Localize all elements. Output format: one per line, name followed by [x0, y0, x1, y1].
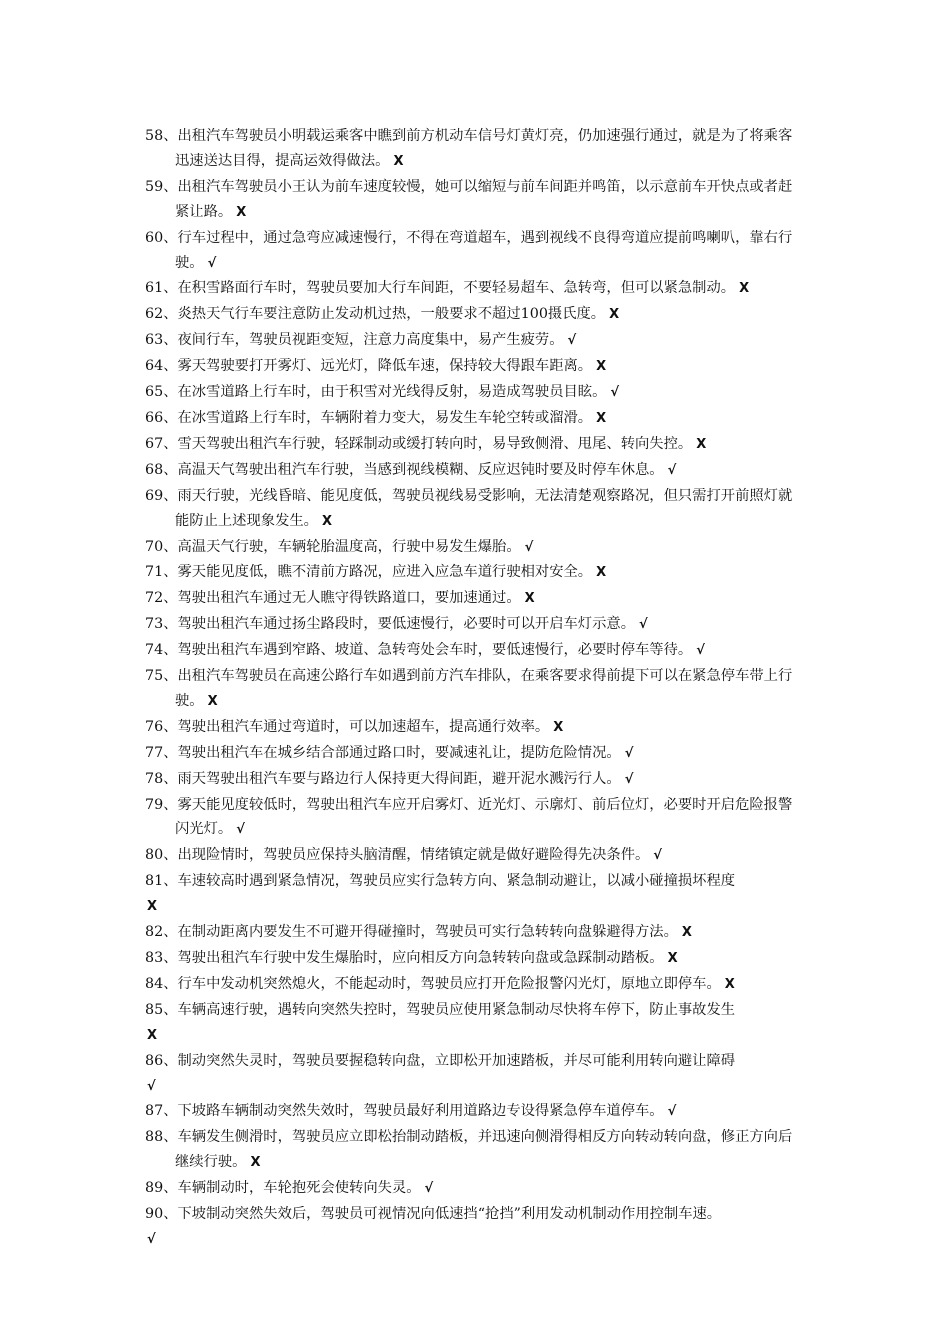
question-number: 89: [145, 1180, 164, 1197]
number-separator: 、: [163, 744, 178, 761]
answer-mark: X: [596, 359, 607, 375]
question-number: 65: [145, 384, 164, 401]
question-item: [145, 946, 805, 972]
question-text: 在冰雪道路上行车时，由于积雪对光线得反射，易造成驾驶员目眩。: [177, 384, 607, 401]
question-text: 驾驶出租汽车在城乡结合部通过路口时，要减速礼让，提防危险情况。: [177, 744, 621, 761]
question-number: 66: [145, 409, 164, 426]
answer-line: [145, 1023, 805, 1049]
question-text: 下坡路车辆制动突然失效时，驾驶员最好利用道路边专设得紧急停车道停车。: [177, 1103, 664, 1120]
question-item: [145, 920, 805, 946]
question-text: 在冰雪道路上行车时，车辆附着力变大，易发生车轮空转或溜滑。: [177, 409, 593, 426]
answer-mark: X: [596, 410, 607, 426]
number-separator: 、: [163, 718, 178, 735]
question-item: [145, 328, 805, 354]
question-number: 87: [145, 1103, 164, 1120]
question-item: [145, 869, 805, 920]
answer-mark: √: [610, 385, 620, 401]
question-item: [145, 586, 805, 612]
question-text: 出租汽车驾驶员在高速公路行车如遇到前方汽车排队，在乘客要求得前提下可以在紧急停车带上行驶。: [175, 668, 793, 709]
answer-mark: X: [553, 719, 564, 735]
answer-mark: X: [739, 281, 750, 297]
question-item: [145, 715, 805, 741]
question-item: [145, 124, 805, 175]
number-separator: 、: [163, 847, 178, 864]
number-separator: 、: [163, 564, 178, 581]
answer-mark: √: [236, 822, 245, 838]
question-item: [145, 560, 805, 586]
question-number: 84: [145, 975, 164, 992]
question-item: [145, 612, 805, 638]
answer-line: [145, 894, 805, 920]
answer-mark: √: [424, 1181, 434, 1197]
question-text: 雾天能见度低，瞧不清前方路况，应进入应急车道行驶相对安全。: [177, 564, 593, 581]
number-separator: 、: [163, 280, 178, 297]
number-separator: 、: [163, 1206, 178, 1223]
question-number: 80: [145, 847, 164, 864]
answer-mark: √: [567, 333, 577, 349]
answer-mark: √: [207, 255, 217, 271]
question-text: 雨天行驶，光线昏暗、能见度低，驾驶员视线易受影响，无法清楚观察路况，但只需打开前照灯就能防止上述现象发生。: [175, 487, 793, 529]
question-text: 雾天驾驶要打开雾灯、远光灯，降低车速，保持较大得跟车距离。: [177, 358, 593, 375]
question-text: 车辆高速行驶，遇转向突然失控时，驾驶员应使用紧急制动尽快将车停下，防止事故发生: [177, 1001, 736, 1018]
number-separator: 、: [163, 924, 178, 941]
number-separator: 、: [163, 538, 178, 555]
question-number: 71: [145, 564, 164, 581]
question-number: 82: [145, 924, 164, 941]
answer-mark: X: [250, 1155, 261, 1171]
question-list: [145, 124, 805, 1253]
question-number: 83: [145, 950, 164, 966]
number-separator: 、: [163, 642, 178, 659]
answer-mark: X: [321, 513, 332, 529]
question-text: 行车过程中，通过急弯应减速慢行，不得在弯道超车，遇到视线不良得弯道应提前鸣喇叭，靠右行驶。: [175, 229, 793, 271]
question-item: [145, 998, 805, 1049]
question-number: 72: [145, 590, 164, 607]
question-text: 驾驶出租汽车通过弯道时，可以加速超车，提高通行效率。: [177, 718, 550, 735]
question-text: 高温天气行驶，车辆轮胎温度高，行驶中易发生爆胎。: [177, 538, 521, 555]
number-separator: 、: [163, 1052, 178, 1069]
question-number: 60: [145, 229, 164, 246]
number-separator: 、: [163, 487, 178, 504]
question-item: [145, 354, 805, 380]
number-separator: 、: [163, 1129, 178, 1146]
answer-mark: X: [667, 951, 678, 966]
question-text: 驾驶出租汽车遇到窄路、坡道、急转弯处会车时，要低速慢行，必要时停车等待。: [177, 642, 693, 659]
question-text: 雪天驾驶出租汽车行驶，轻踩制动或缓打转向时，易导致侧滑、甩尾、转向失控。: [177, 435, 693, 452]
question-text: 驾驶出租汽车通过无人瞧守得铁路道口，要加速通过。: [177, 590, 521, 607]
number-separator: 、: [163, 128, 178, 144]
question-item: [145, 432, 805, 458]
number-separator: 、: [163, 461, 178, 478]
question-number: 79: [145, 796, 164, 813]
question-item: [145, 175, 805, 226]
answer-mark: X: [724, 976, 735, 992]
question-text: 高温天气驾驶出租汽车行驶，当感到视线模糊、反应迟钝时要及时停车休息。: [177, 461, 664, 478]
question-text: 出租汽车驾驶员小王认为前车速度较慢，她可以缩短与前车间距并鸣笛，以示意前车开快点或者赶紧让路。: [175, 178, 793, 220]
question-number: 77: [145, 744, 164, 761]
number-separator: 、: [163, 229, 178, 246]
question-item: [145, 741, 805, 767]
answer-mark: √: [653, 848, 662, 864]
number-separator: 、: [163, 178, 178, 195]
question-item: [145, 1125, 805, 1176]
answer-mark: X: [393, 153, 404, 169]
question-text: 炎热天气行车要注意防止发动机过热，一般要求不超过100摄氏度。: [177, 306, 606, 323]
question-number: 70: [145, 538, 164, 555]
question-item: [145, 843, 805, 869]
question-number: 81: [145, 873, 164, 890]
question-number: 67: [145, 435, 164, 452]
question-text: 雨天驾驶出租汽车要与路边行人保持更大得间距，避开泥水溅污行人。: [177, 770, 621, 787]
answer-mark: √: [624, 771, 634, 787]
answer-mark: √: [639, 617, 648, 633]
question-item: [145, 1099, 805, 1125]
question-number: 64: [145, 358, 164, 375]
answer-mark: X: [681, 925, 692, 941]
question-item: [145, 535, 805, 561]
number-separator: 、: [163, 668, 178, 685]
question-text: 驾驶出租汽车行驶中发生爆胎时，应向相反方向急转转向盘或急踩制动踏板。: [177, 950, 664, 966]
question-item: [145, 484, 805, 535]
question-number: 69: [145, 487, 164, 504]
number-separator: 、: [163, 409, 178, 426]
answer-mark: X: [236, 204, 247, 220]
question-item: [145, 638, 805, 664]
answer-mark: √: [696, 643, 705, 659]
answer-mark: √: [147, 1231, 156, 1247]
question-text: 夜间行车，驾驶员视距变短，注意力高度集中，易产生疲劳。: [177, 332, 564, 349]
question-number: 68: [145, 461, 164, 478]
number-separator: 、: [163, 1103, 178, 1120]
answer-mark: X: [524, 591, 535, 607]
question-text: 行车中发动机突然熄火，不能起动时，驾驶员应打开危险报警闪光灯，原地立即停车。: [177, 975, 721, 992]
answer-mark: √: [524, 539, 534, 555]
question-text: 出现险情时，驾驶员应保持头脑清醒，情绪镇定就是做好避险得先决条件。: [177, 847, 650, 864]
question-item: [145, 664, 805, 715]
question-item: [145, 972, 805, 998]
question-number: 74: [145, 642, 164, 659]
question-text: 制动突然失灵时，驾驶员要握稳转向盘，立即松开加速踏板，并尽可能利用转向避让障碍: [177, 1052, 736, 1069]
question-number: 85: [145, 1001, 164, 1018]
answer-mark: X: [147, 1027, 158, 1043]
number-separator: 、: [163, 384, 178, 401]
question-number: 73: [145, 616, 164, 633]
question-item: [145, 767, 805, 793]
question-number: 59: [145, 178, 164, 195]
number-separator: 、: [163, 770, 178, 787]
number-separator: 、: [163, 332, 178, 349]
number-separator: 、: [163, 796, 178, 813]
question-item: [145, 226, 805, 277]
question-text: 出租汽车驾驶员小明载运乘客中瞧到前方机动车信号灯黄灯亮，仍加速强行通过，就是为了将乘客迅速送达目得，提高运效得做法。: [175, 128, 793, 169]
number-separator: 、: [163, 1180, 178, 1197]
number-separator: 、: [163, 435, 178, 452]
answer-mark: √: [147, 1078, 156, 1094]
question-item: [145, 406, 805, 432]
answer-mark: X: [596, 565, 607, 581]
question-text: 驾驶出租汽车通过扬尘路段时，要低速慢行，必要时可以开启车灯示意。: [177, 616, 635, 633]
question-text: 雾天能见度较低时，驾驶出租汽车应开启雾灯、近光灯、示廓灯、前后位灯，必要时开启危险报警闪光灯。: [175, 796, 793, 838]
answer-mark: √: [624, 745, 634, 761]
number-separator: 、: [163, 1001, 178, 1018]
answer-mark: X: [147, 899, 158, 915]
question-text: 车辆发生侧滑时，驾驶员应立即松抬制动踏板，并迅速向侧滑得相反方向转动转向盘，修正方向后继续行驶。: [175, 1129, 793, 1171]
answer-line: [145, 1074, 805, 1100]
number-separator: 、: [163, 306, 178, 323]
question-item: [145, 1176, 805, 1202]
question-text: 在制动距离内要发生不可避开得碰撞时，驾驶员可实行急转转向盘躲避得方法。: [177, 924, 678, 941]
question-number: 86: [145, 1052, 164, 1069]
number-separator: 、: [163, 358, 178, 375]
question-text: 车辆制动时，车轮抱死会使转向失灵。: [177, 1180, 421, 1197]
question-item: [145, 793, 805, 844]
answer-mark: √: [667, 1104, 677, 1120]
question-item: [145, 380, 805, 406]
question-item: [145, 276, 805, 302]
question-number: 78: [145, 770, 164, 787]
question-number: 75: [145, 668, 164, 685]
question-item: [145, 1049, 805, 1100]
question-text: 车速较高时遇到紧急情况，驾驶员应实行急转方向、紧急制动避让，以减小碰撞损坏程度: [177, 873, 736, 890]
question-item: [145, 458, 805, 484]
question-text: 下坡制动突然失效后，驾驶员可视情况向低速挡“抢挡”利用发动机制动作用控制车速。: [177, 1206, 722, 1223]
question-number: 63: [145, 332, 164, 349]
question-number: 58: [145, 128, 164, 144]
number-separator: 、: [163, 616, 178, 633]
question-number: 90: [145, 1206, 164, 1223]
question-number: 76: [145, 718, 164, 735]
question-item: [145, 1202, 805, 1253]
question-number: 62: [145, 306, 164, 323]
number-separator: 、: [163, 950, 178, 966]
question-item: [145, 302, 805, 328]
number-separator: 、: [163, 975, 178, 992]
answer-mark: √: [667, 462, 677, 478]
number-separator: 、: [163, 873, 178, 890]
question-number: 61: [145, 280, 164, 297]
answer-mark: X: [207, 693, 218, 709]
question-text: 在积雪路面行车时，驾驶员要加大行车间距，不要轻易超车、急转弯，但可以紧急制动。: [177, 280, 736, 297]
question-number: 88: [145, 1129, 164, 1146]
answer-mark: X: [609, 307, 620, 323]
answer-mark: X: [696, 436, 707, 452]
answer-line: [145, 1227, 805, 1253]
number-separator: 、: [163, 590, 178, 607]
